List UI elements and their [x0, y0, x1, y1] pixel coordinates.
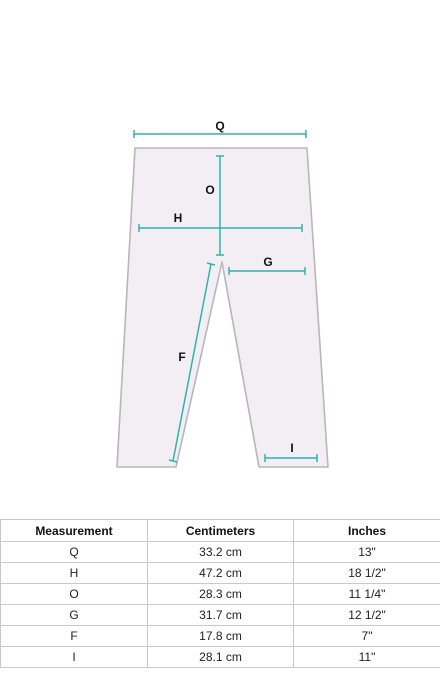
header-measurement: Measurement — [1, 520, 148, 542]
table-row — [1, 563, 440, 584]
cell-measurement: F — [1, 626, 148, 647]
label-o: O — [205, 183, 215, 197]
table-row — [1, 605, 440, 626]
cell-centimeters: 28.3 cm — [148, 584, 294, 605]
cell-measurement: G — [1, 605, 148, 626]
cell-inches: 13" — [294, 542, 440, 563]
header-centimeters: Centimeters — [148, 520, 294, 542]
cell-centimeters: 31.7 cm — [148, 605, 294, 626]
label-h: H — [173, 211, 183, 225]
pants-outline — [117, 148, 328, 467]
cell-measurement: I — [1, 647, 148, 668]
table-row — [1, 584, 440, 605]
label-i: I — [290, 441, 294, 455]
label-q: Q — [215, 119, 225, 133]
cell-centimeters: 17.8 cm — [148, 626, 294, 647]
cell-inches: 11 1/4" — [294, 584, 440, 605]
label-f: F — [178, 350, 186, 364]
cell-measurement: H — [1, 563, 148, 584]
cell-inches: 12 1/2" — [294, 605, 440, 626]
table-header-row — [1, 520, 440, 542]
cell-centimeters: 28.1 cm — [148, 647, 294, 668]
cell-inches: 11" — [294, 647, 440, 668]
table-row — [1, 542, 440, 563]
cell-inches: 7" — [294, 626, 440, 647]
cell-centimeters: 47.2 cm — [148, 563, 294, 584]
table-row — [1, 626, 440, 647]
table-row — [1, 647, 440, 668]
cell-measurement: O — [1, 584, 148, 605]
cell-centimeters: 33.2 cm — [148, 542, 294, 563]
header-inches: Inches — [294, 520, 440, 542]
label-g: G — [263, 255, 273, 269]
cell-inches: 18 1/2" — [294, 563, 440, 584]
measurement-table — [0, 519, 440, 668]
cell-measurement: Q — [1, 542, 148, 563]
